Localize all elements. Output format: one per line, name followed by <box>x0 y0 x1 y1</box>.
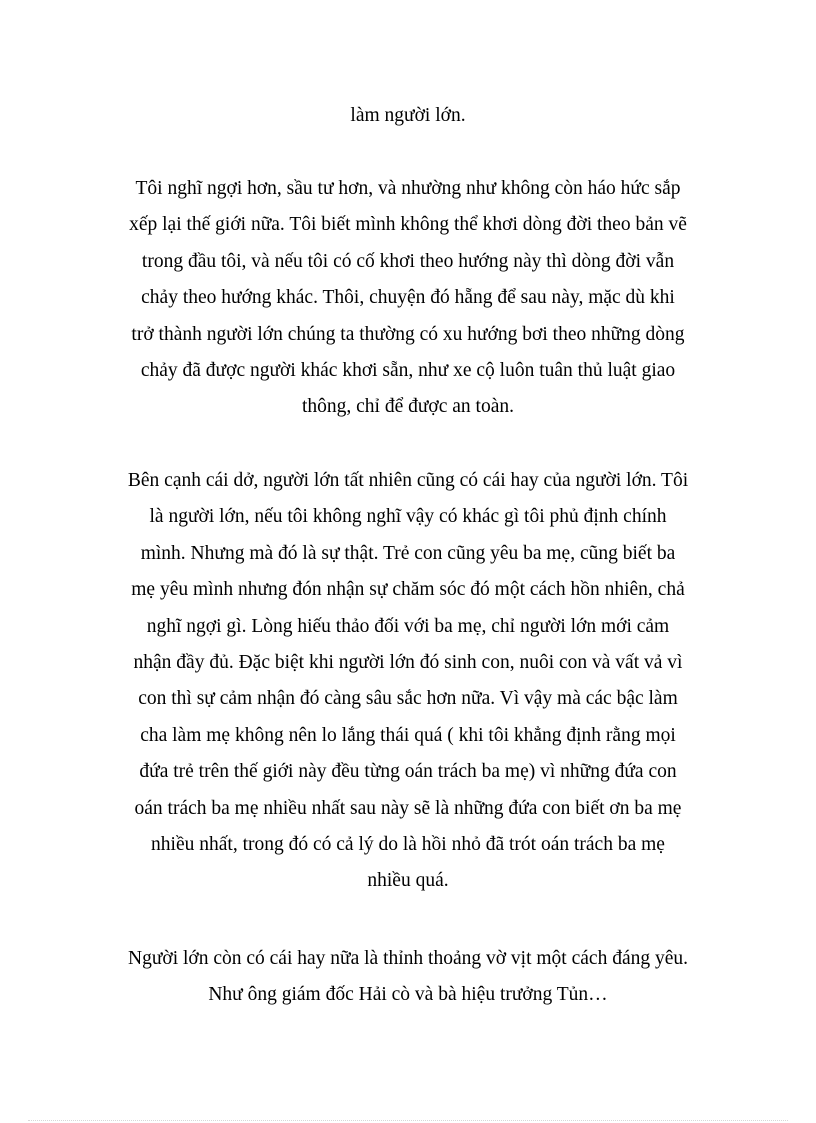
paragraph-3 <box>108 463 708 900</box>
text-line: là người lớn, nếu tôi không nghĩ vậy có khác gì tôi phủ định chính <box>149 506 667 528</box>
text-line: con thì sự cảm nhận đó càng sâu sắc hơn nữa. Vì vậy mà các bậc làm <box>138 688 678 710</box>
paragraph-4 <box>108 941 708 1014</box>
text-line: đứa trẻ trên thế giới này đều từng oán trách ba mẹ) vì những đứa con <box>139 761 677 783</box>
text-line: xếp lại thế giới nữa. Tôi biết mình không thể khơi dòng đời theo bản vẽ <box>129 214 687 236</box>
text-line: làm người lớn. <box>350 105 466 126</box>
text-line: mẹ yêu mình nhưng đón nhận sự chăm sóc đó một cách hồn nhiên, chả <box>131 579 685 601</box>
text-line: Bên cạnh cái dở, người lớn tất nhiên cũng có cái hay của người lớn. Tôi <box>127 470 689 491</box>
text-line: Như ông giám đốc Hải cò và bà hiệu trưởng Tủn… <box>208 984 608 1006</box>
text-line: mình. Nhưng mà đó là sự thật. Trẻ con cũng yêu ba mẹ, cũng biết ba <box>140 542 676 564</box>
text-line: oán trách ba mẹ nhiều nhất sau này sẽ là những đứa con biết ơn ba mẹ <box>134 797 682 819</box>
text-line: trở thành người lớn chúng ta thường có xu hướng bơi theo những dòng <box>131 323 685 345</box>
text-line: nhận đầy đủ. Đặc biệt khi người lớn đó sinh con, nuôi con và vất vả vì <box>133 651 683 673</box>
text-line: nhiều nhất, trong đó có cả lý do là hồi nhỏ đã trót oán trách ba mẹ <box>151 833 665 855</box>
text-line: nhiều quá. <box>367 870 449 892</box>
text-line: Người lớn còn có cái hay nữa là thỉnh thoảng vờ vịt một cách đáng yêu. <box>127 948 688 969</box>
text-line: thông, chỉ để được an toàn. <box>301 396 515 418</box>
text-line: trong đầu tôi, và nếu tôi có cố khơi theo hướng này thì dòng đời vẫn <box>141 250 675 272</box>
paragraph-1 <box>108 98 708 134</box>
page-bottom-divider <box>28 1120 788 1121</box>
text-line: chảy theo hướng khác. Thôi, chuyện đó hẵng để sau này, mặc dù khi <box>141 287 675 309</box>
text-line: chảy đã được người khác khơi sẵn, như xe cộ luôn tuân thủ luật giao <box>140 359 676 381</box>
text-line: Tôi nghĩ ngợi hơn, sầu tư hơn, và nhường như không còn háo hức sắp <box>135 178 681 199</box>
text-line: nghĩ ngợi gì. Lòng hiếu thảo đối với ba mẹ, chỉ người lớn mới cảm <box>146 615 670 637</box>
text-line: cha làm mẹ không nên lo lắng thái quá ( khi tôi khẳng định rằng mọi <box>140 724 676 746</box>
paragraph-2 <box>108 171 708 426</box>
